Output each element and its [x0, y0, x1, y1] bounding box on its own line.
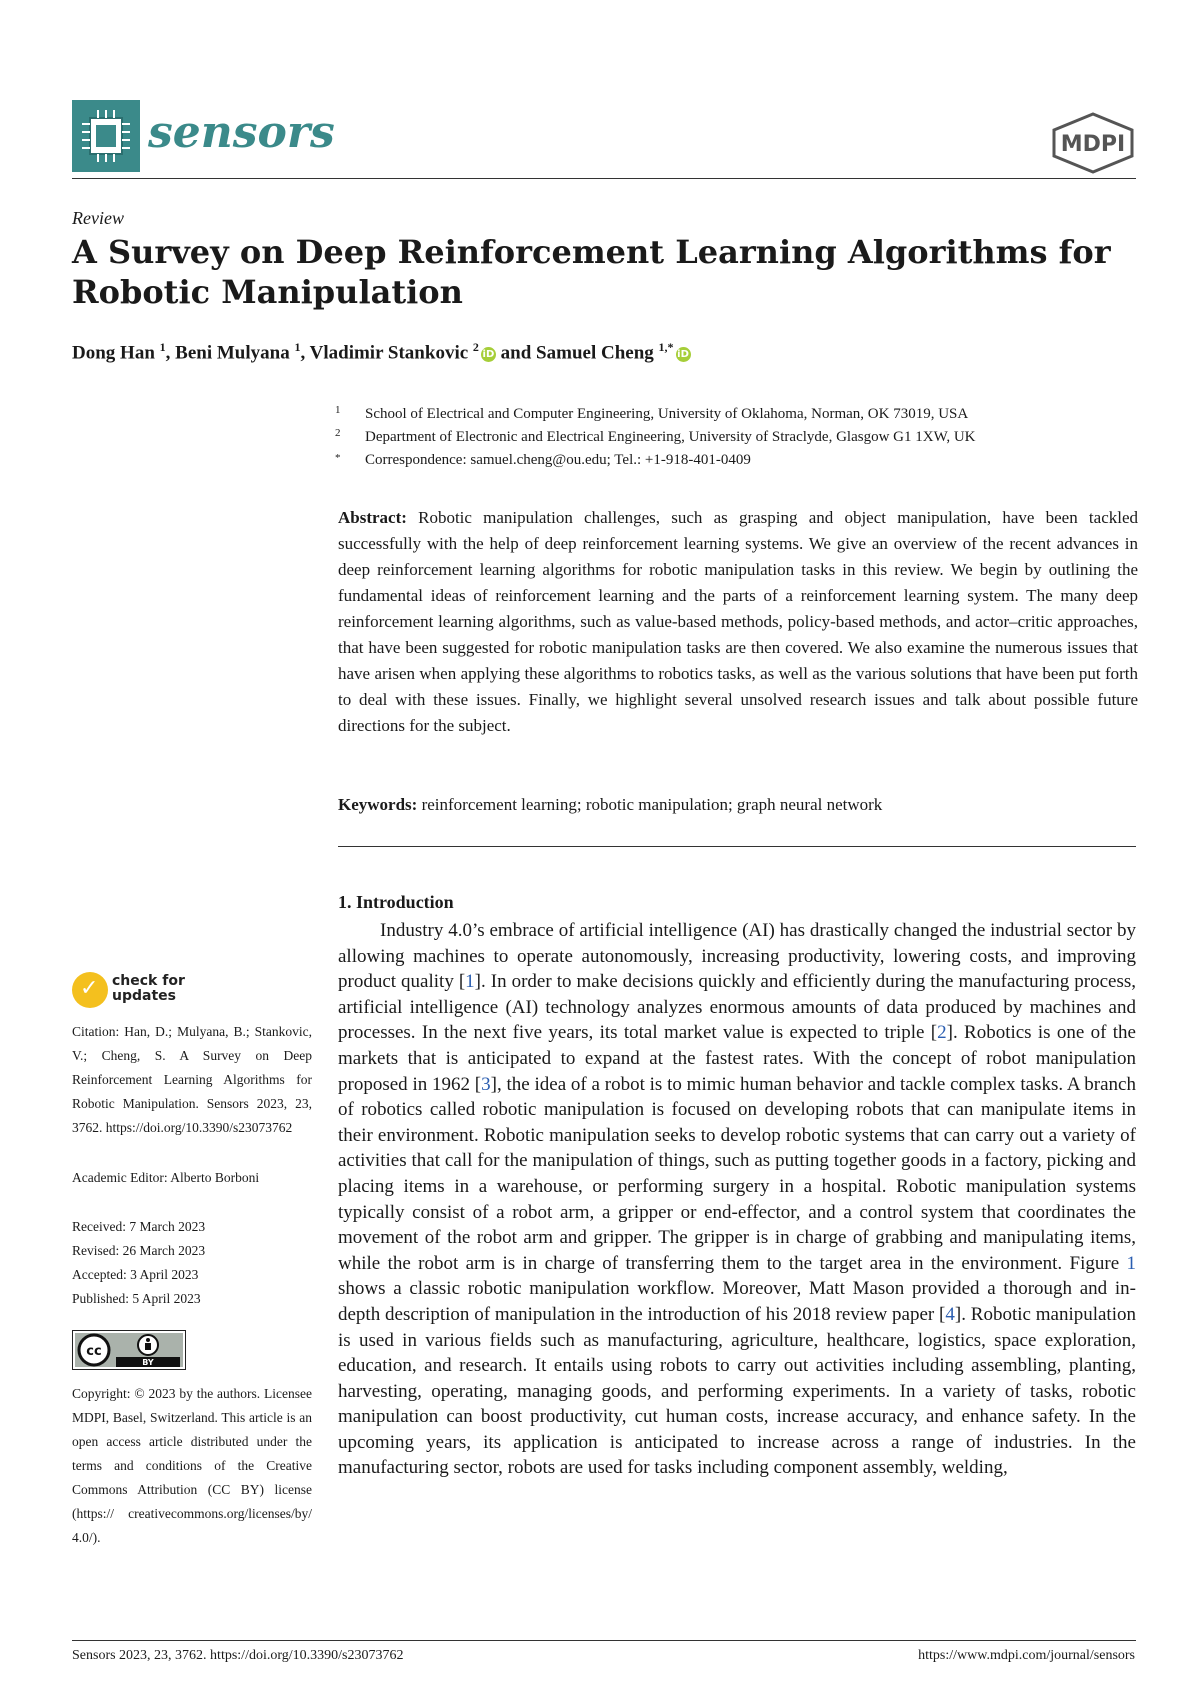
- keywords-text: reinforcement learning; robotic manipulation; graph neural network: [421, 795, 883, 814]
- journal-name: sensors: [148, 107, 335, 158]
- svg-text:cc: cc: [86, 1344, 102, 1359]
- header-divider: [72, 178, 1136, 179]
- author-list: [72, 340, 1132, 364]
- keywords: [338, 792, 1138, 818]
- affiliation-mark: 1: [335, 404, 341, 416]
- copyright-notice: Copyright: © 2023 by the authors. Licensee MDPI, Basel, Switzerland. This article is an open access article distributed under the terms and conditions of the Creative Commons Attribution (CC BY) license (https:// creativecommons.org/licenses/by/ 4.0/).: [72, 1386, 312, 1545]
- author-separator: ,: [300, 342, 310, 364]
- abstract: [338, 505, 1138, 739]
- footer-divider: [72, 1640, 1136, 1641]
- check-updates-label[interactable]: [112, 974, 185, 1004]
- footer-citation: Sensors 2023, 23, 3762. https://doi.org/10.3390/s23073762: [72, 1648, 404, 1663]
- cc-by-text: BY: [142, 1358, 154, 1367]
- citation-link[interactable]: 2: [937, 1022, 947, 1044]
- abstract-divider: [338, 846, 1136, 847]
- keywords-label: Keywords:: [338, 795, 418, 814]
- journal-url-link[interactable]: https://www.mdpi.com/journal/sensors: [918, 1648, 1135, 1663]
- intro-text: ]. Robotics is one of the markets that is anticipated to expand at the fastest rates. With the concept of robot manipulation proposed in 1962 [: [338, 1022, 1136, 1095]
- author-name: Vladimir Stankovic: [309, 342, 473, 364]
- citation-link[interactable]: 1: [465, 971, 475, 993]
- author-affiliation-sup: 2: [472, 340, 479, 354]
- author-affiliation-sup: 1: [159, 340, 166, 354]
- intro-text: ]. In order to make decisions quickly and efficiently during the manufacturing process, artificial intelligence (AI) technology analyzes enormous amounts of data produced by machines and processes. In the next five years, its total market value is expected to triple [: [338, 971, 1136, 1044]
- orcid-icon[interactable]: iD: [677, 349, 689, 361]
- orcid-icon[interactable]: iD: [482, 349, 495, 361]
- check-updates-line: check for: [112, 973, 185, 989]
- check-updates-line: updates: [112, 988, 176, 1004]
- citation-block: Citation: Han, D.; Mulyana, B.; Stankovic, V.; Cheng, S. A Survey on Deep Reinforcement Learning Algorithms for Robotic Manipulation. Sensors 2023, 23, 3762. https://doi.org/10.3390/s23073762: [72, 1024, 312, 1135]
- intro-text: shows a classic robotic manipulation workflow. Moreover, Matt Mason provided a thorough and in-depth description of manipulation in the introduction of his 2018 review paper [: [338, 1278, 1136, 1325]
- mdpi-logo: [1050, 112, 1136, 174]
- article-type: Review: [72, 208, 124, 228]
- author-affiliation-sup: 1,*: [658, 340, 674, 354]
- author-separator: and: [495, 342, 537, 364]
- affiliation-text: School of Electrical and Computer Engineering, University of Oklahoma, Norman, OK 73019, USA: [365, 406, 969, 422]
- author-separator: ,: [165, 342, 176, 364]
- intro-text: ]. Robotic manipulation is used in various fields such as manufacturing, agriculture, healthcare, logistics, space exploration, education, and research. It entails using robots to carry out activities including assembling, planting, harvesting, operating, managing goods, and performing experiments. In a variety of tasks, robotic manipulation can boost productivity, cut human costs, increase accuracy, and enhance safety. In the upcoming years, its application is anticipated to increase across a range of industries. In the manufacturing sector, robots are used for tasks including component assembly, welding,: [338, 1303, 1136, 1479]
- author-name: Samuel Cheng: [536, 342, 659, 364]
- abstract-label: Abstract:: [338, 508, 407, 527]
- affiliation-mark: 2: [335, 427, 341, 439]
- intro-text: ], the idea of a robot is to mimic human behavior and tackle complex tasks. A branch of robotics called robotic manipulation is focused on developing robots that can manipulate items in their environment. Robotic manipulation seeks to develop robotic systems that can carry out a variety of activities that call for the manipulation of things, such as putting together goods in a factory, picking and placing items in a warehouse, or performing surgery in a hospital. Robotic manipulation systems typically consist of a robot arm, a gripper or end-effector, and a control system that coordinates the movement of the robot arm and gripper. The gripper is in charge of grabbing and manipulating items, while the robot arm is in charge of transferring them to the target area in the environment. Figure: [338, 1073, 1136, 1274]
- author-affiliation-sup: 1: [294, 340, 301, 354]
- affiliation-text: Department of Electronic and Electrical Engineering, University of Straclyde, Glasgow G1 1XW, UK: [365, 429, 976, 445]
- abstract-text: Robotic manipulation challenges, such as grasping and object manipulation, have been tackled successfully with the help of deep reinforcement learning systems. We give an overview of the recent advances in deep reinforcement learning algorithms for robotic manipulation tasks in this review. We begin by outlining the fundamental ideas of reinforcement learning and the parts of a reinforcement learning system. The many deep reinforcement learning algorithms, such as value-based methods, policy-based methods, and actor–critic approaches, that have been suggested for robotic manipulation tasks are then covered. We also examine the numerous issues that have arisen when applying these algorithms to robotics tasks, as well as the various solutions that have been put forth to deal with these issues. Finally, we highlight several unsolved research issues and talk about possible future directions for the subject.: [338, 508, 1139, 735]
- published-date: Published: 5 April 2023: [72, 1291, 201, 1306]
- citation-link[interactable]: 3: [481, 1073, 491, 1095]
- cc-by-license-icon[interactable]: [72, 1330, 186, 1370]
- mdpi-logo-text: MDPI: [1060, 132, 1126, 157]
- author-name: Beni Mulyana: [175, 342, 295, 364]
- figure-link[interactable]: 1: [1126, 1252, 1136, 1274]
- correspondence-text: Correspondence: samuel.cheng@ou.edu; Tel.: +1-918-401-0409: [365, 452, 751, 468]
- section-heading: 1. Introduction: [338, 892, 454, 912]
- citation-link[interactable]: 4: [945, 1303, 955, 1325]
- article-title: A Survey on Deep Reinforcement Learning Algorithms for Robotic Manipulation: [72, 233, 1111, 311]
- received-date: Received: 7 March 2023: [72, 1219, 206, 1234]
- intro-paragraph: [338, 918, 1136, 1481]
- checkmark-icon: ✓: [80, 976, 99, 1001]
- intro-text: Industry 4.0’s embrace of artificial intelligence (AI) has drastically changed the industrial sector by allowing machines to operate autonomously, increasing productivity, lowering costs, and improving product quality [: [338, 920, 1136, 993]
- author-name: Dong Han: [72, 342, 160, 364]
- academic-editor: Academic Editor: Alberto Borboni: [72, 1170, 260, 1185]
- correspondence-mark: *: [335, 452, 341, 464]
- journal-logo-icon: [72, 100, 140, 172]
- accepted-date: Accepted: 3 April 2023: [72, 1267, 199, 1282]
- revised-date: Revised: 26 March 2023: [72, 1243, 206, 1258]
